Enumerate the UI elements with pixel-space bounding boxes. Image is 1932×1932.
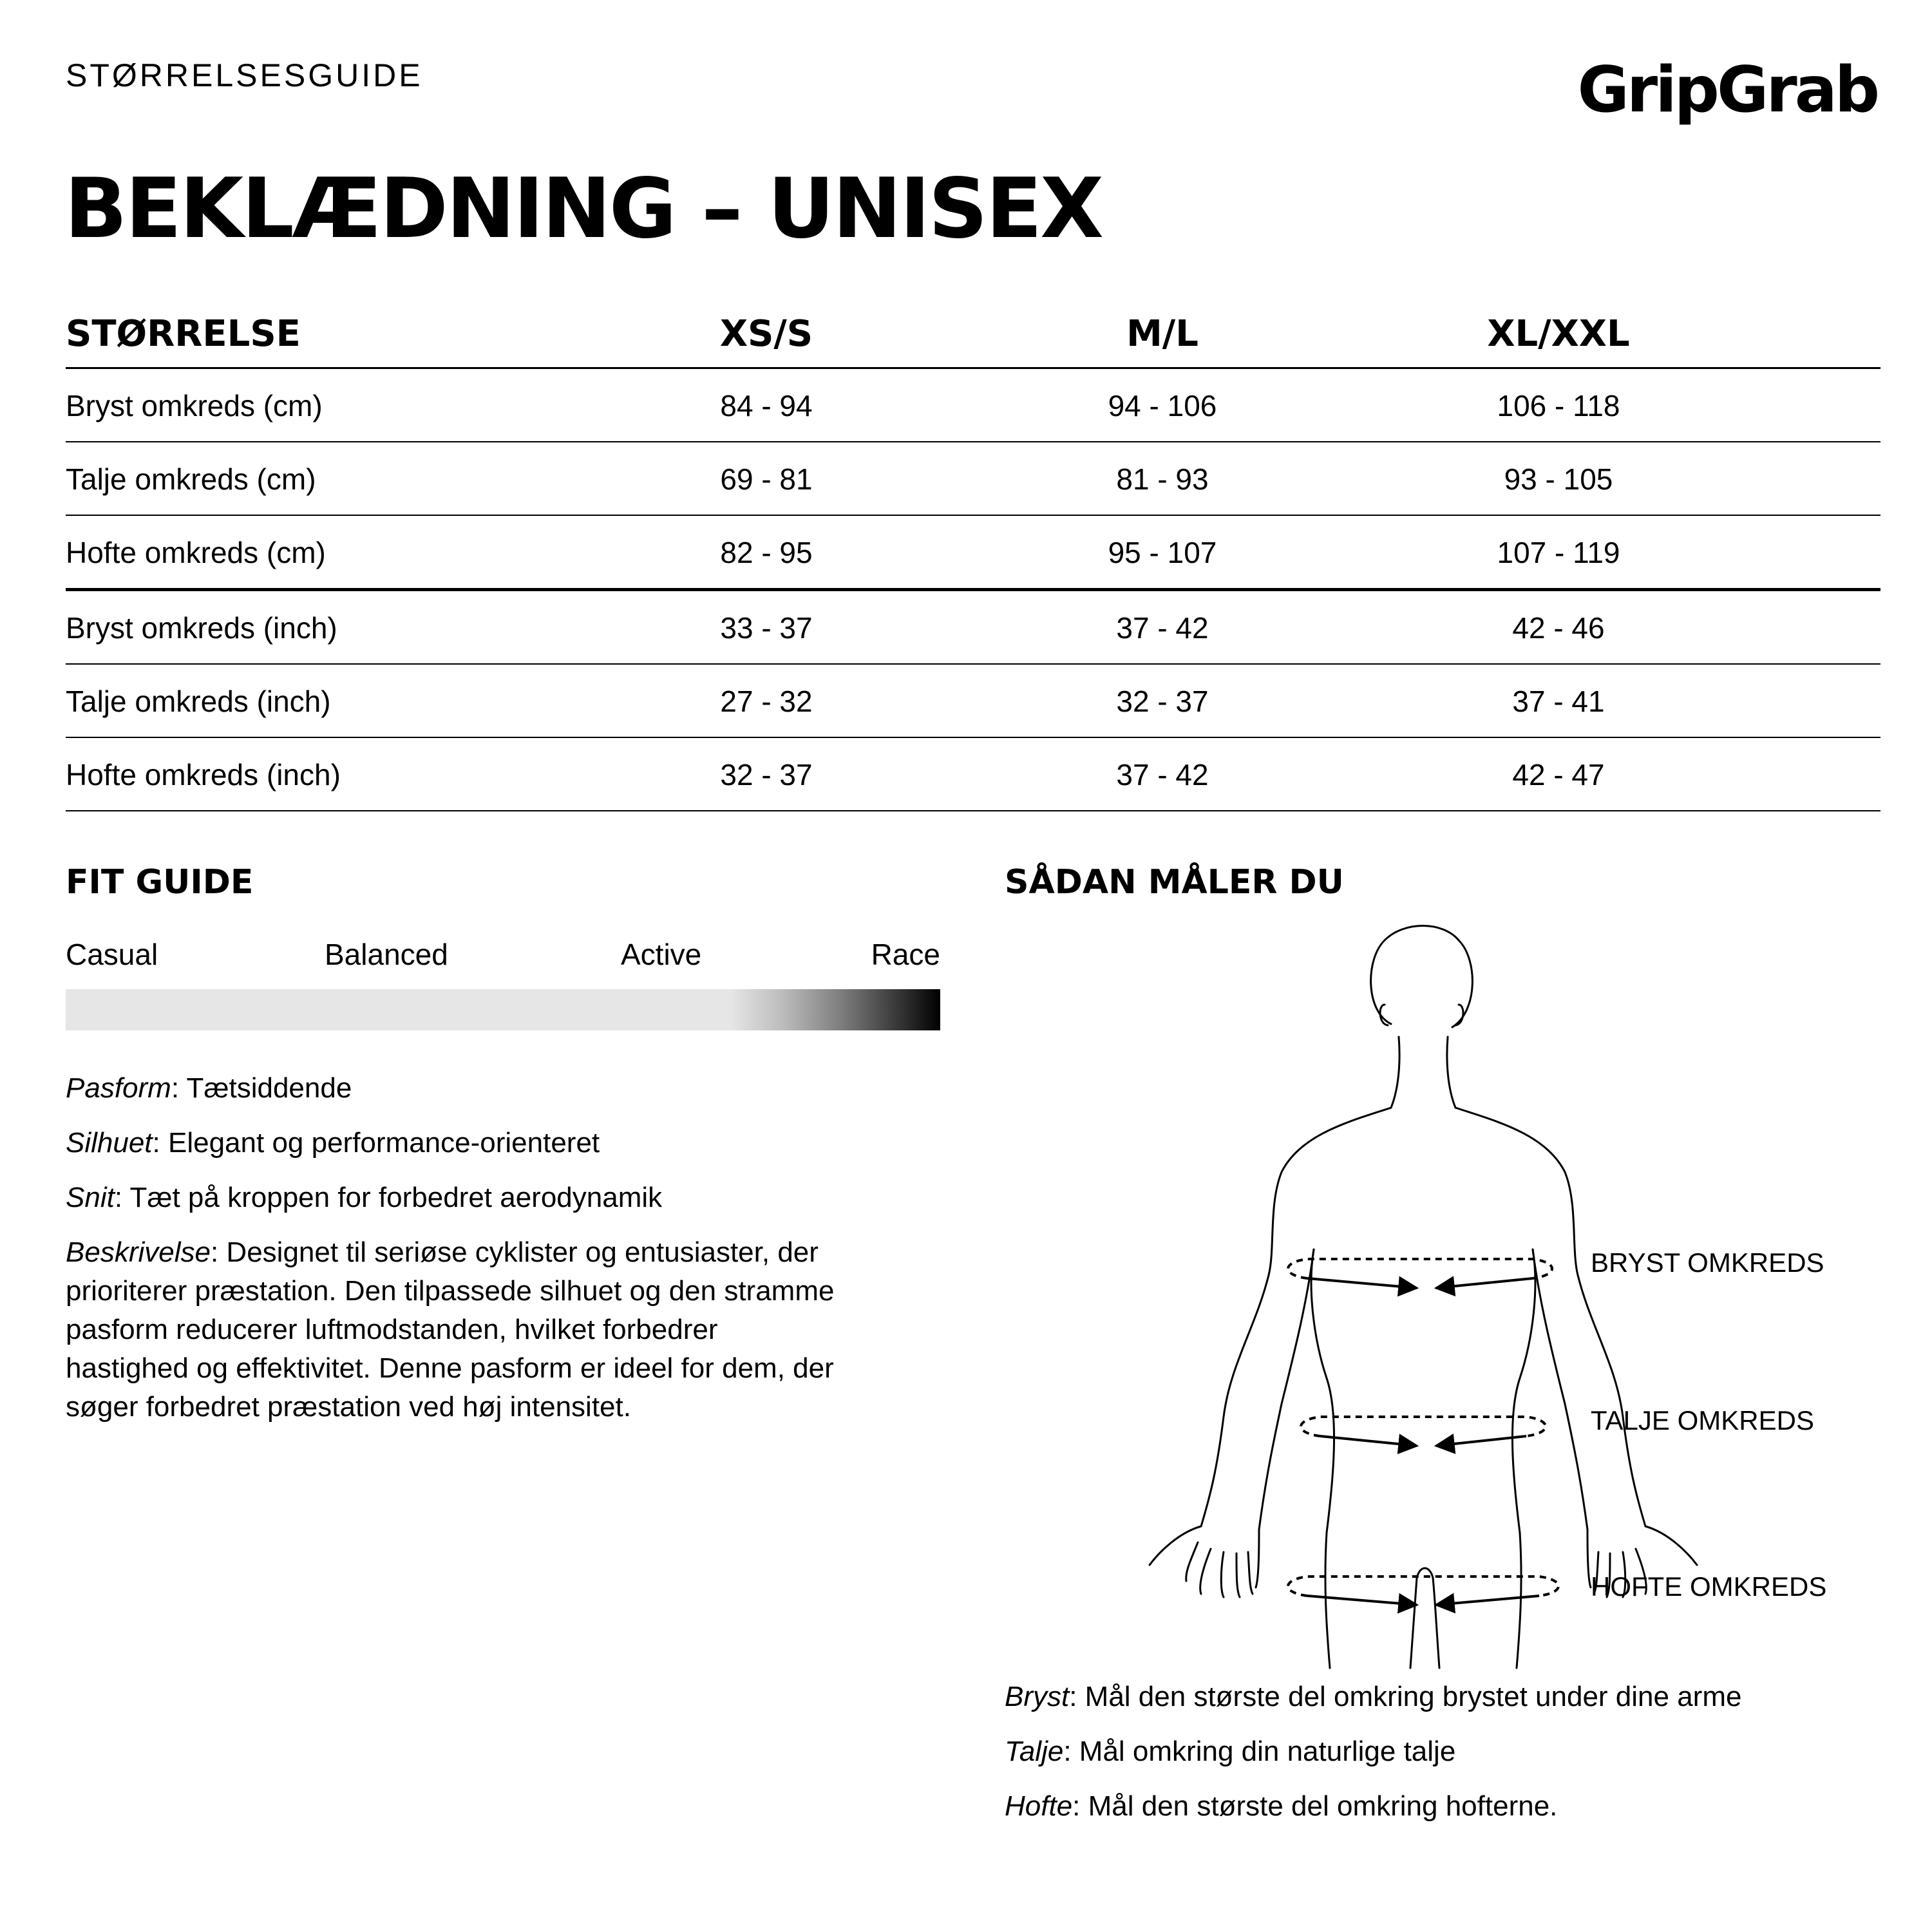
instruction-talje: Talje: Mål omkring din naturlige talje (1005, 1736, 1456, 1767)
table-row (66, 591, 1880, 665)
column-header: XL/XXL (1487, 313, 1630, 355)
hip-label: HOFTE OMKREDS (1591, 1571, 1827, 1602)
row-label: Bryst omkreds (cm) (66, 389, 323, 422)
table-cell: 32 - 37 (720, 758, 813, 791)
instruction-hofte: Hofte: Mål den største del omkring hofterne. (1005, 1790, 1558, 1822)
table-cell: 37 - 41 (1512, 685, 1605, 718)
table-cell: 42 - 46 (1512, 611, 1605, 645)
row-label: Talje omkreds (inch) (66, 685, 331, 718)
fit-label-balanced: Balanced (325, 938, 448, 971)
fit-detail-snit: Snit: Tæt på kroppen for forbedret aerodynamik (66, 1182, 663, 1213)
table-cell: 84 - 94 (720, 389, 813, 422)
how-to-measure-heading: SÅDAN MÅLER DU (1005, 863, 1344, 902)
table-header (66, 303, 1880, 369)
fit-gradient-bar (66, 989, 940, 1030)
table-cell: 69 - 81 (720, 462, 813, 496)
gripgrab-logo (1577, 53, 1880, 127)
table-cell: 93 - 105 (1504, 462, 1613, 496)
instruction-bryst: Bryst: Mål den største del omkring brystet under dine arme (1005, 1681, 1742, 1712)
fit-label-race: Race (871, 938, 940, 971)
column-header: XS/S (719, 313, 813, 355)
table-row (66, 516, 1880, 591)
fit-description: Beskrivelse: Designet til seriøse cyklister og entusiaster, der prioriterer præstation. Den tilpassede silhuet og den stramme pasform reducerer luftmodstanden, hvilket forbedrer hastighed og effektivitet. Denne pasform er ideel for dem, der søger forbedret præstation ved høj intensitet. (66, 1236, 835, 1423)
table-cell: 37 - 42 (1116, 611, 1209, 645)
table-cell: 32 - 37 (1116, 685, 1209, 718)
chest-measure-icon (1288, 1259, 1552, 1288)
row-label: Hofte omkreds (cm) (66, 536, 326, 569)
page-title: BEKLÆDNING – UNISEX (64, 161, 1102, 257)
column-header: STØRRELSE (66, 313, 301, 355)
fit-label-active: Active (621, 938, 702, 971)
svg-text:GripGrab: GripGrab (1577, 53, 1877, 127)
table-cell: 107 - 119 (1497, 536, 1620, 569)
table-cell: 37 - 42 (1116, 758, 1209, 791)
hip-measure-icon (1288, 1577, 1558, 1605)
fit-scale-labels (66, 937, 940, 976)
table-cell: 81 - 93 (1116, 462, 1209, 496)
waist-label: TALJE OMKREDS (1591, 1405, 1814, 1435)
size-table (66, 303, 1880, 811)
row-label: Hofte omkreds (inch) (66, 758, 341, 791)
body-measurement-illustration (1005, 914, 1880, 1674)
table-cell: 42 - 47 (1512, 758, 1605, 791)
page-eyebrow: STØRRELSESGUIDE (66, 57, 423, 93)
column-header: M/L (1126, 313, 1198, 355)
waist-measure-icon (1301, 1417, 1546, 1446)
fit-detail-pasform: Pasform: Tætsiddende (66, 1072, 352, 1104)
table-cell: 27 - 32 (720, 685, 813, 718)
row-label: Bryst omkreds (inch) (66, 611, 337, 645)
table-cell: 95 - 107 (1108, 536, 1217, 569)
table-row (66, 665, 1880, 738)
table-cell: 82 - 95 (720, 536, 813, 569)
table-row (66, 442, 1880, 516)
body-outline-icon (1150, 926, 1697, 1669)
fit-guide-heading: FIT GUIDE (66, 863, 254, 902)
row-label: Talje omkreds (cm) (66, 462, 316, 496)
fit-detail-silhuet: Silhuet: Elegant og performance-orienteret (66, 1127, 600, 1159)
table-row (66, 369, 1880, 442)
fit-label-casual: Casual (66, 938, 158, 971)
table-cell: 94 - 106 (1108, 389, 1217, 422)
chest-label: BRYST OMKREDS (1591, 1247, 1824, 1278)
table-cell: 106 - 118 (1497, 389, 1620, 422)
table-row (66, 738, 1880, 811)
table-cell: 33 - 37 (720, 611, 813, 645)
